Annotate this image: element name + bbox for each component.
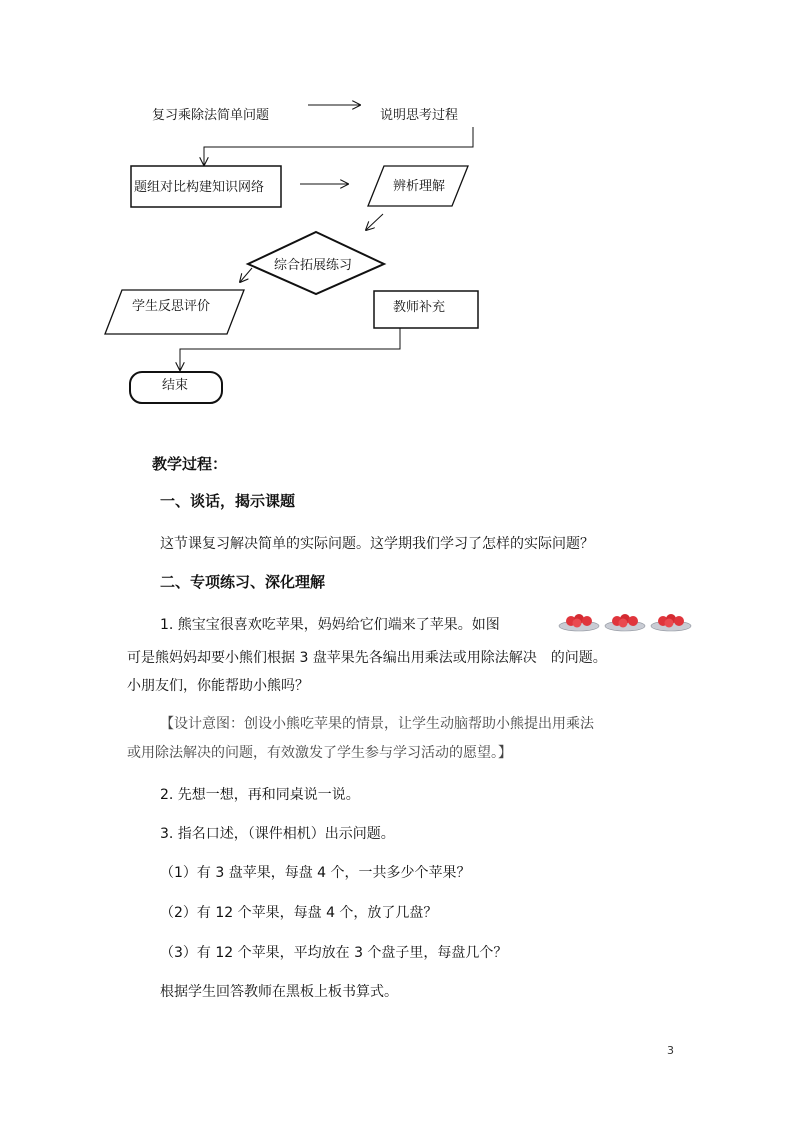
item1-line2: 可是熊妈妈却要小熊们根据 3 盘苹果先各编出用乘法或用除法解决 的问题。 — [127, 650, 607, 666]
item3: 3. 指名口述，（课件相机）出示问题。 — [160, 826, 395, 842]
flow-arrow-3 — [366, 214, 383, 230]
design-intent-line1: 【设计意图：创设小熊吃苹果的情景，让学生动脑帮助小熊提出用乘法 — [160, 716, 594, 732]
item1-line3: 小朋友们，你能帮助小熊吗？ — [127, 678, 309, 694]
flow-compare-label: 题组对比构建知识网络 — [134, 180, 265, 195]
flow-connector-1 — [204, 127, 473, 165]
flow-analyze-label: 辨析理解 — [393, 179, 446, 194]
item2: 2. 先想一想，再和同桌说一说。 — [160, 787, 360, 803]
design-intent-line2: 或用除法解决的问题，有效激发了学生参与学习活动的愿望。】 — [127, 745, 512, 761]
section2-title: 二、专项练习、深化理解 — [160, 573, 326, 591]
closing-text: 根据学生回答教师在黑板上板书算式。 — [160, 984, 398, 1000]
flow-review-label: 复习乘除法简单问题 — [152, 108, 270, 123]
item1-line1: 1. 熊宝宝很喜欢吃苹果，妈妈给它们端来了苹果。如图 — [160, 617, 500, 633]
flowchart — [0, 0, 794, 440]
apple-plate-1 — [559, 614, 599, 631]
section1-title: 一、谈话，揭示课题 — [160, 492, 296, 510]
process-title: 教学过程： — [152, 455, 228, 473]
flow-teacher-label: 教师补充 — [393, 300, 446, 315]
flow-reflect-label: 学生反思评价 — [132, 299, 211, 314]
question-1: （1）有 3 盘苹果，每盘 4 个，一共多少个苹果？ — [160, 865, 471, 881]
flow-end-label: 结束 — [162, 378, 189, 393]
apple-plate-2 — [605, 614, 645, 631]
flow-arrow-4 — [240, 268, 252, 282]
apple-plate-3 — [651, 614, 691, 631]
flow-explain-label: 说明思考过程 — [380, 108, 459, 123]
page-number: 3 — [667, 1044, 674, 1057]
question-2: （2）有 12 个苹果，每盘 4 个，放了几盘？ — [160, 905, 438, 921]
flow-practice-label: 综合拓展练习 — [274, 258, 353, 273]
section1-text: 这节课复习解决简单的实际问题。这学期我们学习了怎样的实际问题？ — [160, 536, 594, 552]
apple-plates-image — [557, 611, 693, 633]
question-3: （3）有 12 个苹果，平均放在 3 个盘子里，每盘几个？ — [160, 945, 508, 961]
